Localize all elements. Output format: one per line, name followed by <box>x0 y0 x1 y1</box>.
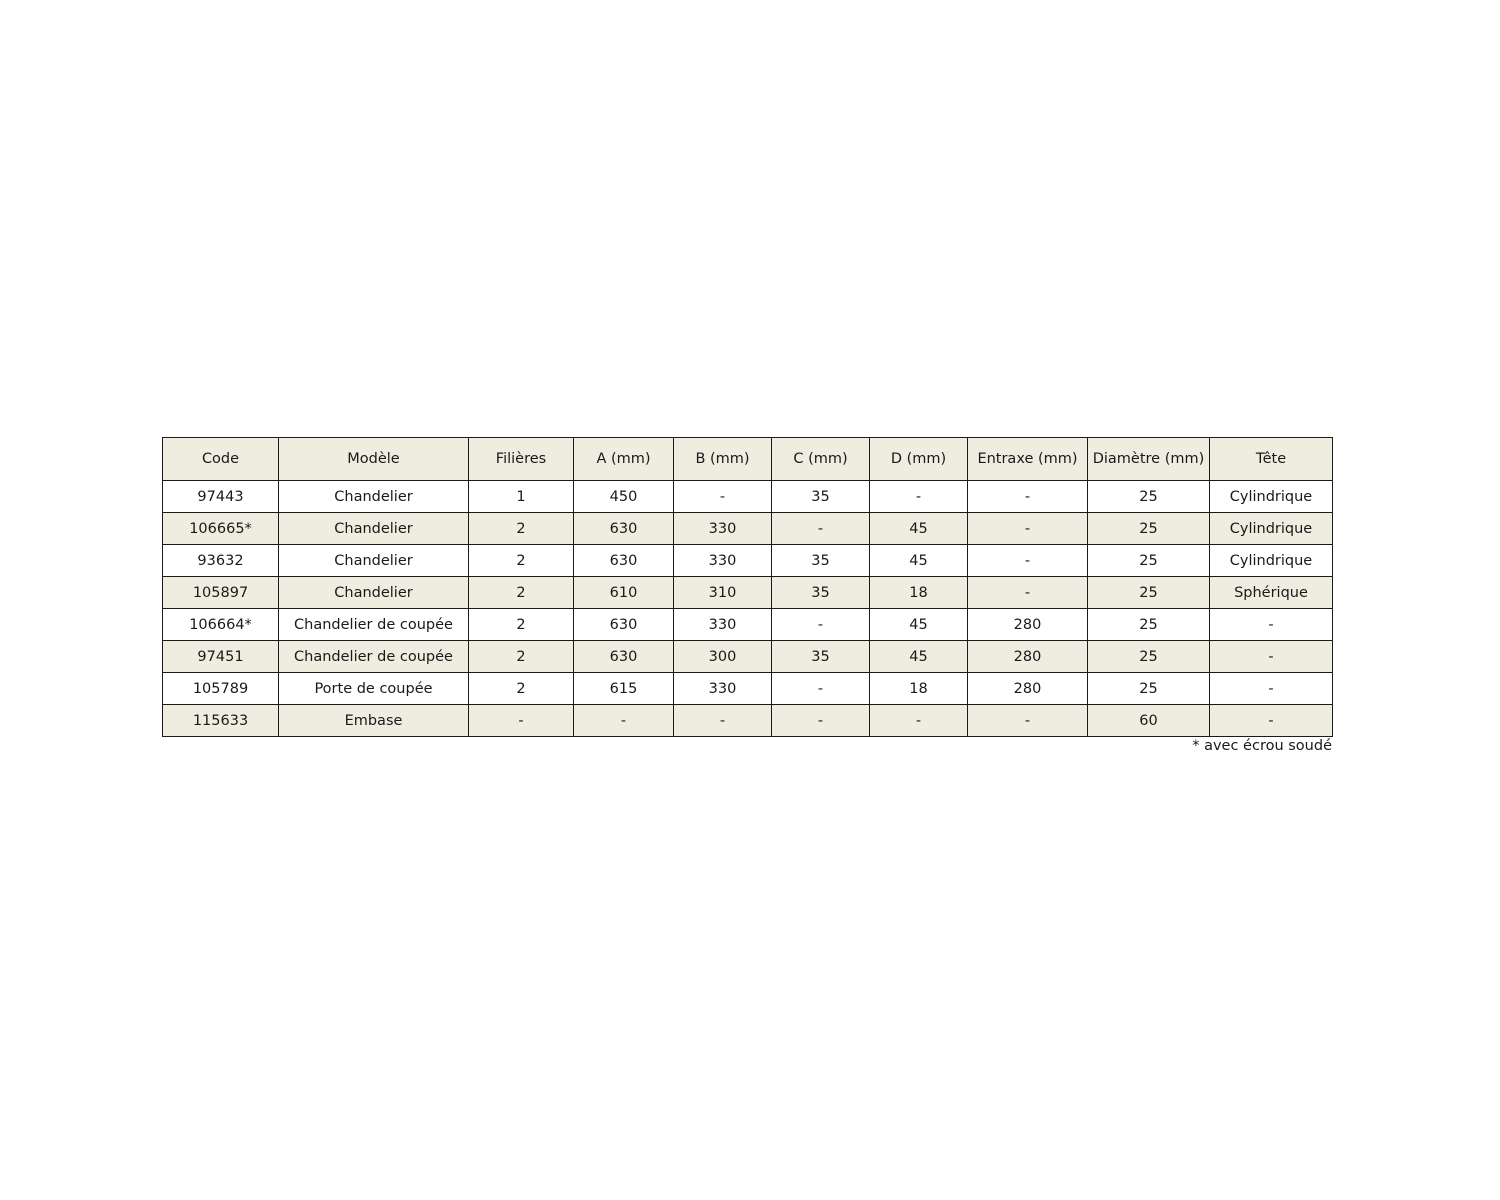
cell-entraxe: - <box>968 705 1088 737</box>
cell-c: - <box>772 609 870 641</box>
cell-b: 330 <box>674 609 772 641</box>
cell-entraxe: 280 <box>968 641 1088 673</box>
cell-code: 105897 <box>163 577 279 609</box>
column-header-c: C (mm) <box>772 438 870 481</box>
cell-entraxe: - <box>968 481 1088 513</box>
cell-diametre: 25 <box>1088 609 1210 641</box>
table-row <box>163 705 1333 737</box>
cell-a: 630 <box>574 513 674 545</box>
table-row <box>163 577 1333 609</box>
cell-diametre: 25 <box>1088 577 1210 609</box>
cell-tete: Cylindrique <box>1210 545 1333 577</box>
cell-tete: Cylindrique <box>1210 513 1333 545</box>
cell-c: 35 <box>772 545 870 577</box>
cell-filieres: 2 <box>469 673 574 705</box>
cell-a: 630 <box>574 545 674 577</box>
cell-tete: - <box>1210 705 1333 737</box>
cell-filieres: 1 <box>469 481 574 513</box>
cell-code: 97443 <box>163 481 279 513</box>
cell-filieres: 2 <box>469 513 574 545</box>
cell-modele: Porte de coupée <box>279 673 469 705</box>
cell-diametre: 25 <box>1088 641 1210 673</box>
cell-entraxe: 280 <box>968 673 1088 705</box>
column-header-a: A (mm) <box>574 438 674 481</box>
cell-filieres: 2 <box>469 545 574 577</box>
cell-tete: - <box>1210 609 1333 641</box>
cell-a: 615 <box>574 673 674 705</box>
cell-diametre: 60 <box>1088 705 1210 737</box>
cell-diametre: 25 <box>1088 545 1210 577</box>
cell-code: 105789 <box>163 673 279 705</box>
table-row <box>163 641 1333 673</box>
table-row <box>163 545 1333 577</box>
cell-b: - <box>674 705 772 737</box>
column-header-modele: Modèle <box>279 438 469 481</box>
cell-modele: Chandelier <box>279 545 469 577</box>
cell-c: 35 <box>772 577 870 609</box>
column-header-entraxe: Entraxe (mm) <box>968 438 1088 481</box>
cell-a: 630 <box>574 609 674 641</box>
cell-d: 45 <box>870 609 968 641</box>
cell-modele: Chandelier <box>279 577 469 609</box>
cell-tete: - <box>1210 673 1333 705</box>
column-header-tete: Tête <box>1210 438 1333 481</box>
cell-modele: Chandelier <box>279 513 469 545</box>
column-header-diametre: Diamètre (mm) <box>1088 438 1210 481</box>
cell-code: 106665* <box>163 513 279 545</box>
column-header-code: Code <box>163 438 279 481</box>
cell-filieres: - <box>469 705 574 737</box>
cell-modele: Chandelier <box>279 481 469 513</box>
table-header <box>163 438 1333 481</box>
cell-d: - <box>870 705 968 737</box>
table-row <box>163 513 1333 545</box>
cell-code: 97451 <box>163 641 279 673</box>
cell-c: 35 <box>772 481 870 513</box>
cell-b: - <box>674 481 772 513</box>
cell-entraxe: - <box>968 513 1088 545</box>
cell-modele: Embase <box>279 705 469 737</box>
cell-b: 330 <box>674 513 772 545</box>
cell-c: - <box>772 705 870 737</box>
table-row <box>163 481 1333 513</box>
cell-entraxe: - <box>968 545 1088 577</box>
specification-table-container <box>162 437 1332 737</box>
cell-modele: Chandelier de coupée <box>279 609 469 641</box>
table-row <box>163 673 1333 705</box>
cell-a: 450 <box>574 481 674 513</box>
column-header-b: B (mm) <box>674 438 772 481</box>
cell-d: 45 <box>870 513 968 545</box>
table-footnote: * avec écrou soudé <box>1192 738 1332 754</box>
cell-b: 310 <box>674 577 772 609</box>
cell-filieres: 2 <box>469 641 574 673</box>
table-row <box>163 609 1333 641</box>
cell-diametre: 25 <box>1088 513 1210 545</box>
cell-d: - <box>870 481 968 513</box>
cell-c: - <box>772 513 870 545</box>
cell-b: 330 <box>674 673 772 705</box>
cell-d: 18 <box>870 673 968 705</box>
table-header-row <box>163 438 1333 481</box>
cell-tete: - <box>1210 641 1333 673</box>
cell-c: 35 <box>772 641 870 673</box>
column-header-d: D (mm) <box>870 438 968 481</box>
cell-diametre: 25 <box>1088 673 1210 705</box>
cell-a: 630 <box>574 641 674 673</box>
cell-filieres: 2 <box>469 577 574 609</box>
cell-b: 330 <box>674 545 772 577</box>
table-body <box>163 481 1333 737</box>
cell-diametre: 25 <box>1088 481 1210 513</box>
specification-table <box>162 437 1333 737</box>
cell-modele: Chandelier de coupée <box>279 641 469 673</box>
cell-d: 45 <box>870 641 968 673</box>
cell-tete: Cylindrique <box>1210 481 1333 513</box>
cell-d: 45 <box>870 545 968 577</box>
column-header-filieres: Filières <box>469 438 574 481</box>
cell-code: 93632 <box>163 545 279 577</box>
cell-filieres: 2 <box>469 609 574 641</box>
cell-code: 106664* <box>163 609 279 641</box>
cell-tete: Sphérique <box>1210 577 1333 609</box>
cell-a: 610 <box>574 577 674 609</box>
cell-entraxe: - <box>968 577 1088 609</box>
cell-b: 300 <box>674 641 772 673</box>
cell-code: 115633 <box>163 705 279 737</box>
cell-a: - <box>574 705 674 737</box>
cell-c: - <box>772 673 870 705</box>
cell-entraxe: 280 <box>968 609 1088 641</box>
cell-d: 18 <box>870 577 968 609</box>
